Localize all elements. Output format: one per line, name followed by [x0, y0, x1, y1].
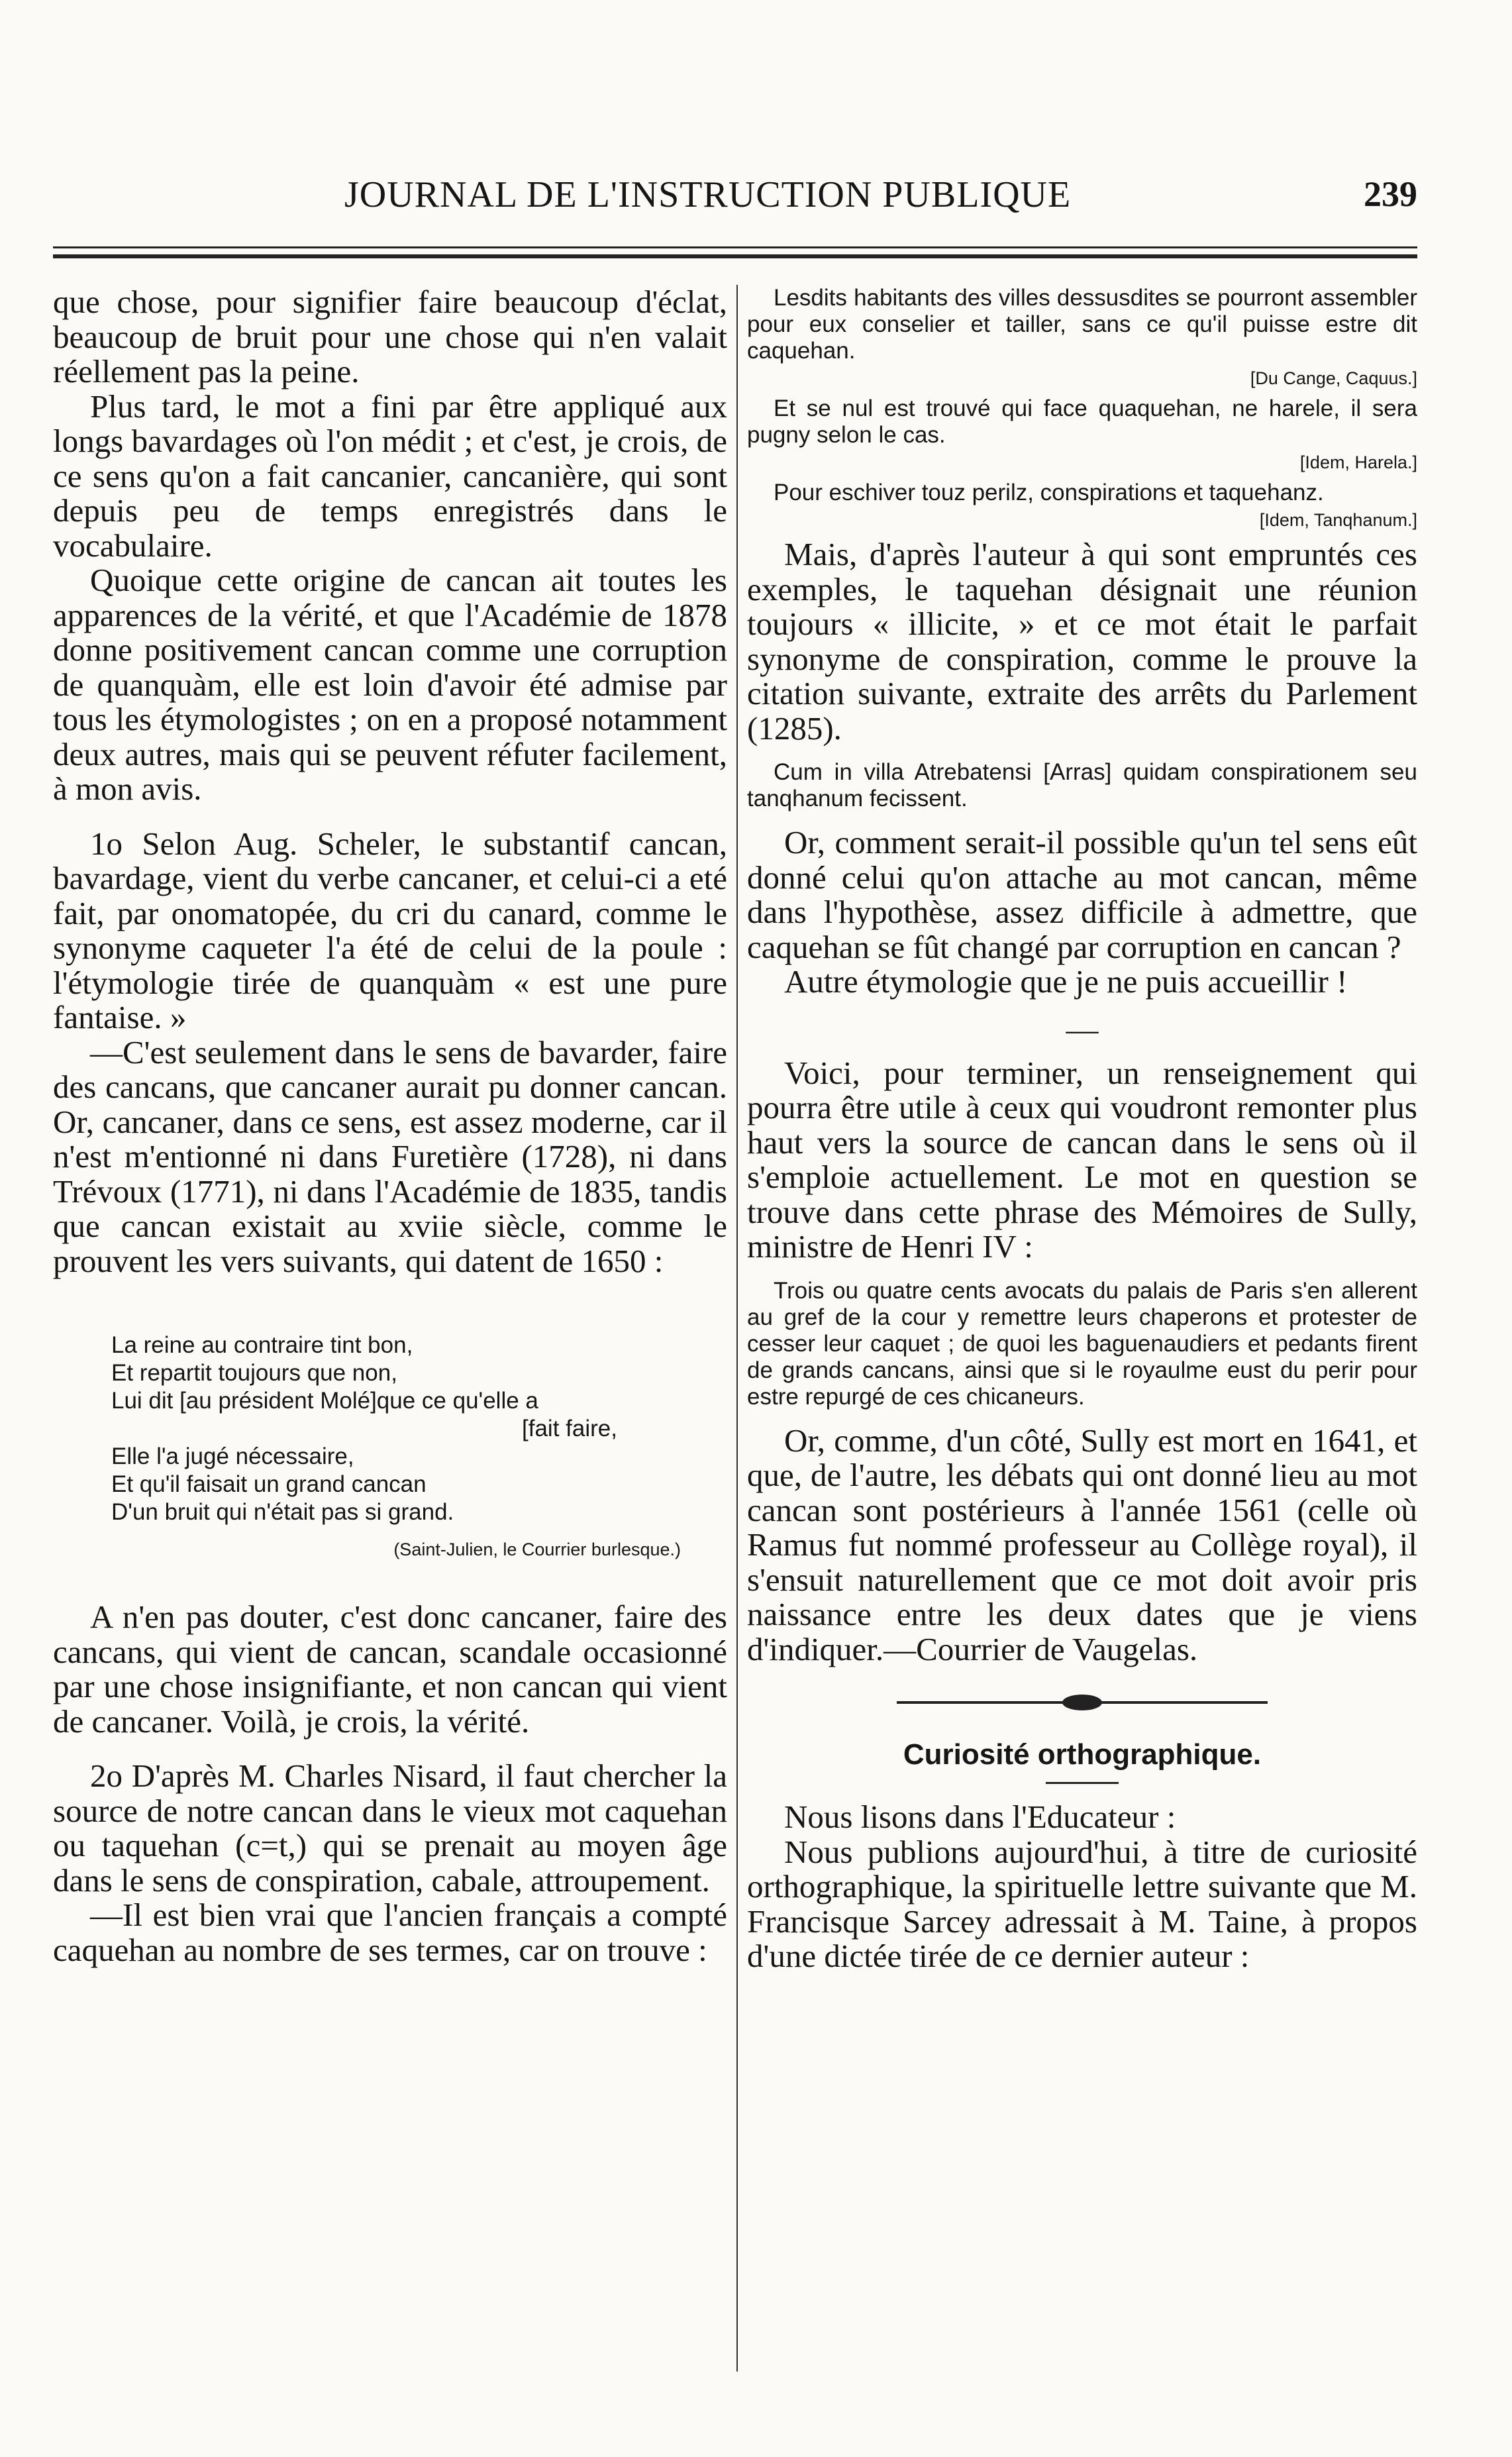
quotation: Lesdits habitants des villes dessusdites se pourront assembler pour eux conselier et tailler, sans ce qu'il puisse estre dit caquehan. [747, 285, 1417, 364]
verse-line: Et repartit toujours que non, [111, 1360, 397, 1386]
right-column [747, 285, 1417, 1974]
verse-quotation [111, 1332, 727, 1526]
quotation-citation: [Idem, Harela.] [1299, 452, 1417, 472]
verse-line: D'un bruit qui n'était pas si grand. [111, 1499, 454, 1525]
verse-line: Lui dit [au président Molé]que ce qu'elle a [111, 1388, 538, 1414]
paragraph: —C'est seulement dans le sens de bavarder, faire des cancans, que cancaner aurait pu donner cancan. Or, cancaner, dans ce sens, est assez moderne, car il n'est m'entionné ni dans Furetière (1728), ni dans Trévoux (1771), ni dans l'Académie de 1835, tandis que cancan existait au xviie siècle, comme le prouvent les vers suivants, qui datent de 1650 : [53, 1033, 727, 1279]
paragraph: —Il est bien vrai que l'ancien français a compté caquehan au nombre de ses termes, car on trouve : [53, 1897, 727, 1968]
running-title: JOURNAL DE L'INSTRUCTION PUBLIQUE [344, 174, 1072, 215]
quotation: Trois ou quatre cents avocats du palais de Paris s'en allerent au gref de la cour y remettre leurs chaperons et protester de cesser leur caquet ; de quoi les baguenaudiers et pedants firent de grands cancans, ainsi que si le royaulme eust du perir pour estre repurgé de ces chicaneurs. [747, 1277, 1417, 1410]
verse-line: Elle l'a jugé nécessaire, [111, 1443, 354, 1469]
paragraph: Or, comme, d'un côté, Sully est mort en 1641, et que, de l'autre, les débats qui ont donné lieu au mot cancan sont postérieurs à l'année 1561 (celle où Ramus fut nommé professeur au Collège royal), il s'ensuit naturellement que ce mot doit avoir pris naissance entre les deux dates que je viens d'indiquer.—Courrier de Vaugelas. [747, 1422, 1417, 1667]
ornament-center [1062, 1695, 1102, 1710]
paragraph: Plus tard, le mot a fini par être appliqué aux longs bavardages où l'on médit ; et c'est, je crois, de ce sens qu'on a fait cancanier, cancanière, qui sont depuis peu de temps enregistrés dans le vocabulaire. [53, 388, 727, 564]
paragraph: Or, comment serait-il possible qu'un tel sens eût donné celui qu'on attache au mot cancan, même dans l'hypothèse, assez difficile à admettre, que caquehan se fût changé par corruption en cancan ? [747, 824, 1417, 965]
verse-line: Et qu'il faisait un grand cancan [111, 1471, 427, 1497]
paragraph: Quoique cette origine de cancan ait toutes les apparences de la vérité, et que l'Académie de 1878 donne positivement cancan comme une corruption de quanquàm, elle est loin d'avoir été admise par tous les étymologistes ; on en a proposé notamment deux autres, mais qui se peuvent réfuter facilement, à mon avis. [53, 562, 727, 807]
header-rule-thick [53, 254, 1417, 258]
section-title: Curiosité orthographique. [903, 1738, 1262, 1771]
quotation: Et se nul est trouvé qui face quaquehan, ne harele, il sera pugny selon le cas. [747, 395, 1417, 448]
paragraph: Autre étymologie que je ne puis accueillir ! [784, 963, 1348, 1000]
paragraph: Mais, d'après l'auteur à qui sont empruntés ces exemples, le taquehan désignait une réunion toujours « illicite, » et ce mot était le parfait synonyme de conspiration, comme le prouve la citation suivante, extraite des arrêts du Parlement (1285). [747, 536, 1417, 747]
paragraph: A n'en pas douter, c'est donc cancaner, faire des cancans, qui vient de cancan, scandale occasionné par une chose insignifiante, et non cancan qui vient de cancaner. Voilà, je crois, la vérité. [53, 1598, 727, 1740]
quotation: Cum in villa Atrebatensi [Arras] quidam conspirationem seu tanqhanum fecissent. [747, 759, 1417, 811]
section-dash: — [1066, 1010, 1099, 1047]
title-underline [1046, 1782, 1119, 1784]
paragraph: Nous publions aujourd'hui, à titre de curiosité orthographique, la spirituelle lettre suivante que M. Francisque Sarcey adressait à M. Taine, à propos d'une dictée tirée de ce dernier auteur : [747, 1833, 1417, 1974]
header-rule-thin [53, 246, 1417, 248]
paragraph: 2o D'après M. Charles Nisard, il faut chercher la source de notre cancan dans le vieux mot caquehan ou taquehan (c=t,) qui se prenait au moyen âge dans le sens de conspiration, cabale, attroupement. [53, 1757, 727, 1899]
paragraph: que chose, pour signifier faire beaucoup d'éclat, beaucoup de bruit pour une chose qui n'en valait réellement pas la peine. [53, 284, 727, 390]
paragraph: 1o Selon Aug. Scheler, le substantif cancan, bavardage, vient du verbe cancaner, et celui-ci a eté fait, par onomatopée, du cri du canard, comme le synonyme caqueter l'a été de celui de la poule : l'étymologie tirée de quanquàm « est une pure fantaise. » [53, 825, 727, 1035]
verse-line-continuation: [fait faire, [522, 1416, 617, 1441]
page-number: 239 [1364, 174, 1417, 214]
paragraph: Voici, pour terminer, un renseignement qui pourra être utile à ceux qui voudront remonter plus haut vers la source de cancan dans le sens où il s'emploie actuellement. Le mot en question se trouve dans cette phrase des Mémoires de Sully, ministre de Henri IV : [747, 1054, 1417, 1265]
ornamental-rule [897, 1693, 1268, 1712]
verse-line: La reine au contraire tint bon, [111, 1332, 413, 1358]
quotation-citation: [Du Cange, Caquus.] [1250, 368, 1417, 388]
quotation: Pour eschiver touz perilz, conspirations et taquehanz. [774, 480, 1324, 505]
verse-citation: (Saint-Julien, le Courrier burlesque.) [393, 1540, 681, 1559]
paragraph: Nous lisons dans l'Educateur : [784, 1799, 1176, 1835]
column-divider [736, 285, 738, 2372]
page-header [53, 174, 1417, 227]
quotation-citation: [Idem, Tanqhanum.] [1259, 510, 1417, 530]
left-column [53, 285, 727, 1967]
